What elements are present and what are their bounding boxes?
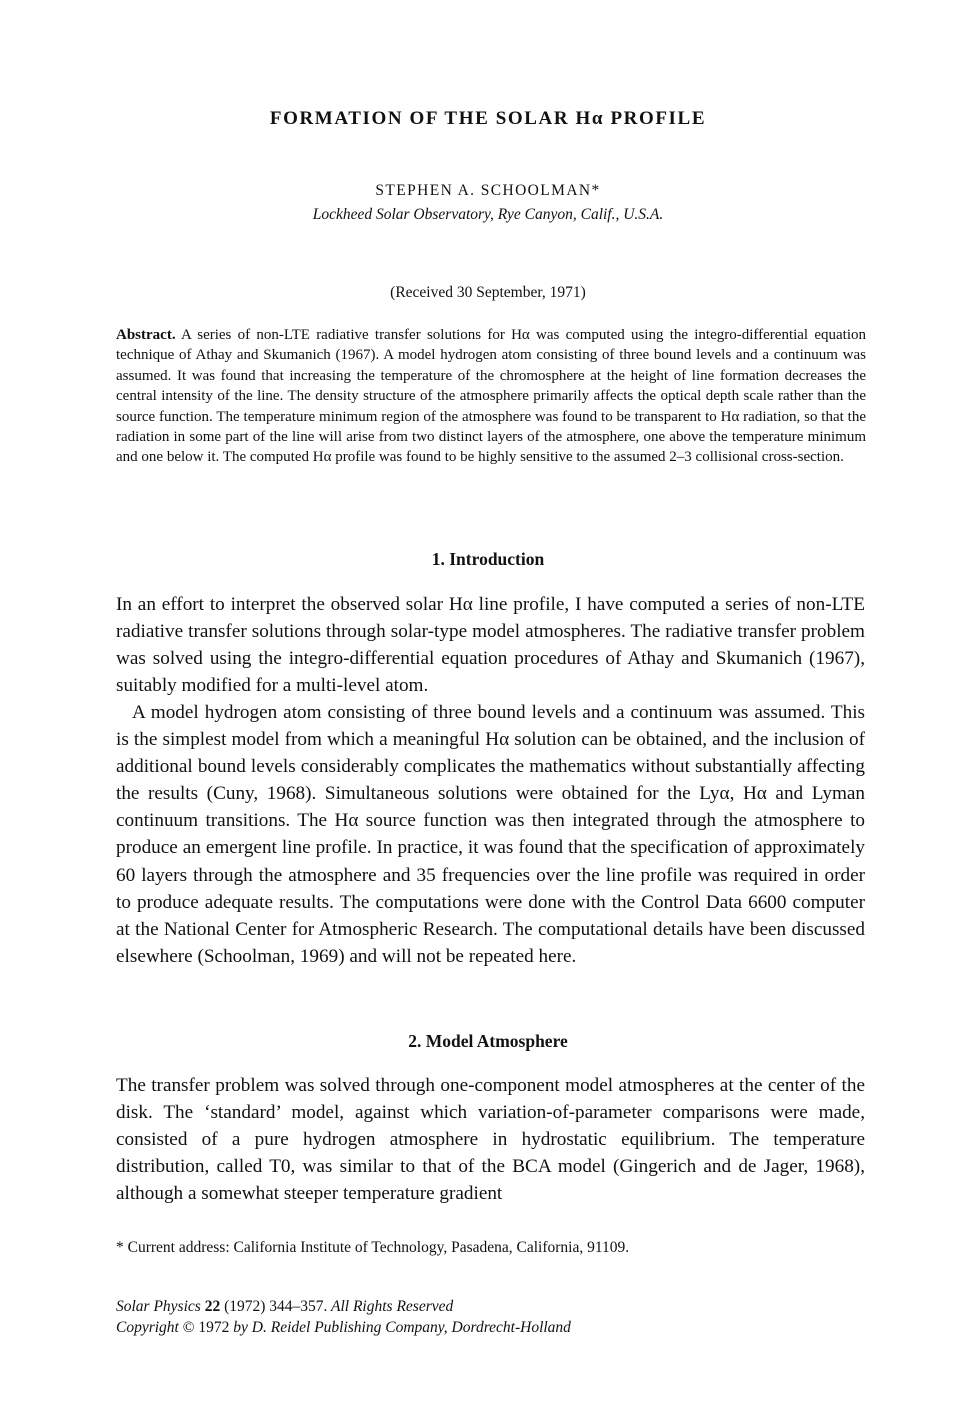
abstract-label: Abstract. — [116, 327, 176, 343]
copyright-symbol: © — [182, 1319, 195, 1336]
journal-info — [116, 1296, 866, 1338]
paper-title: FORMATION OF THE SOLAR Hα PROFILE — [269, 108, 707, 129]
copyright-prefix: Copyright — [116, 1319, 179, 1336]
abstract-text: A series of non-LTE radiative transfer solutions for Hα was computed using the integro-differential equation technique of Athay and Skumanich (1967). A model hydrogen atom consisting of three bound levels and a continuum was assumed. It was found that increasing the temperature of the chromosphere at the height of line formation decreases the central intensity of the line. The density structure of the atmosphere primarily affects the optical depth scale rather than the source function. The temperature minimum region of the atmosphere was found to be transparent to Hα radiation, so that the radiation in some part of the line will arise from two distinct layers of the atmosphere, one above the temperature minimum and one below it. The computed Hα profile was found to be highly sensitive to the assumed 2–3 collisional cross-section. — [116, 327, 866, 466]
journal-rights: All Rights Reserved — [331, 1298, 454, 1315]
journal-year-pages: (1972) 344–357. — [224, 1298, 328, 1315]
author-name: STEPHEN A. SCHOOLMAN* — [375, 182, 601, 199]
publisher: by D. Reidel Publishing Company, Dordrecht-Holland — [233, 1319, 571, 1336]
introduction-paragraph-1: In an effort to interpret the observed solar Hα line profile, I have computed a series of non-LTE radiative transfer solutions through solar-type model atmospheres. The radiative transfer problem was solved using the integro-differential equation procedures of Athay and Skumanich (1967), suitably modified for a multi-level atom. — [116, 594, 865, 697]
footnote: * Current address: California Institute of Technology, Pasadena, California, 91109. — [116, 1239, 630, 1256]
introduction-paragraph-2: A model hydrogen atom consisting of three bound levels and a continuum was assumed. This is the simplest model from which a meaningful Hα solution can be obtained, and the inclusion of additional bound levels considerably complicates the mathematics without substantially affecting the results (Cuny, 1968). Simultaneous solutions were obtained for the Lyα, Hα and Lyman continuum transitions. The Hα source function was then integrated through the atmosphere to produce an emergent line profile. In practice, it was found that the specification of approximately 60 layers through the atmosphere and 35 frequencies over the line profile was required in order to produce adequate results. The computations were done with the Control Data 6600 computer at the National Center for Atmospheric Research. The computational details have been discussed elsewhere (Schoolman, 1969) and will not be repeated here. — [116, 702, 865, 967]
journal-name: Solar Physics — [116, 1298, 201, 1315]
section-heading-introduction: 1. Introduction — [431, 549, 545, 569]
copyright-line — [116, 1317, 866, 1338]
journal-volume: 22 — [204, 1298, 221, 1315]
journal-citation-line — [116, 1296, 866, 1317]
author-affiliation: Lockheed Solar Observatory, Rye Canyon, Calif., U.S.A. — [312, 206, 664, 223]
abstract — [116, 325, 866, 468]
received-date: (Received 30 September, 1971) — [390, 284, 586, 301]
section-heading-model-atmosphere: 2. Model Atmosphere — [408, 1031, 568, 1051]
copyright-year: 1972 — [198, 1319, 230, 1336]
model-atmosphere-paragraph-1: The transfer problem was solved through one-component model atmospheres at the center of the disk. The ‘standard’ model, against which variation-of-parameter comparisons were made, consisted of a pure hydrogen atmosphere in hydrostatic equilibrium. The temperature distribution, called T0, was similar to that of the BCA model (Gingerich and de Jager, 1968), although a somewhat steeper temperature gradient — [116, 1075, 865, 1205]
